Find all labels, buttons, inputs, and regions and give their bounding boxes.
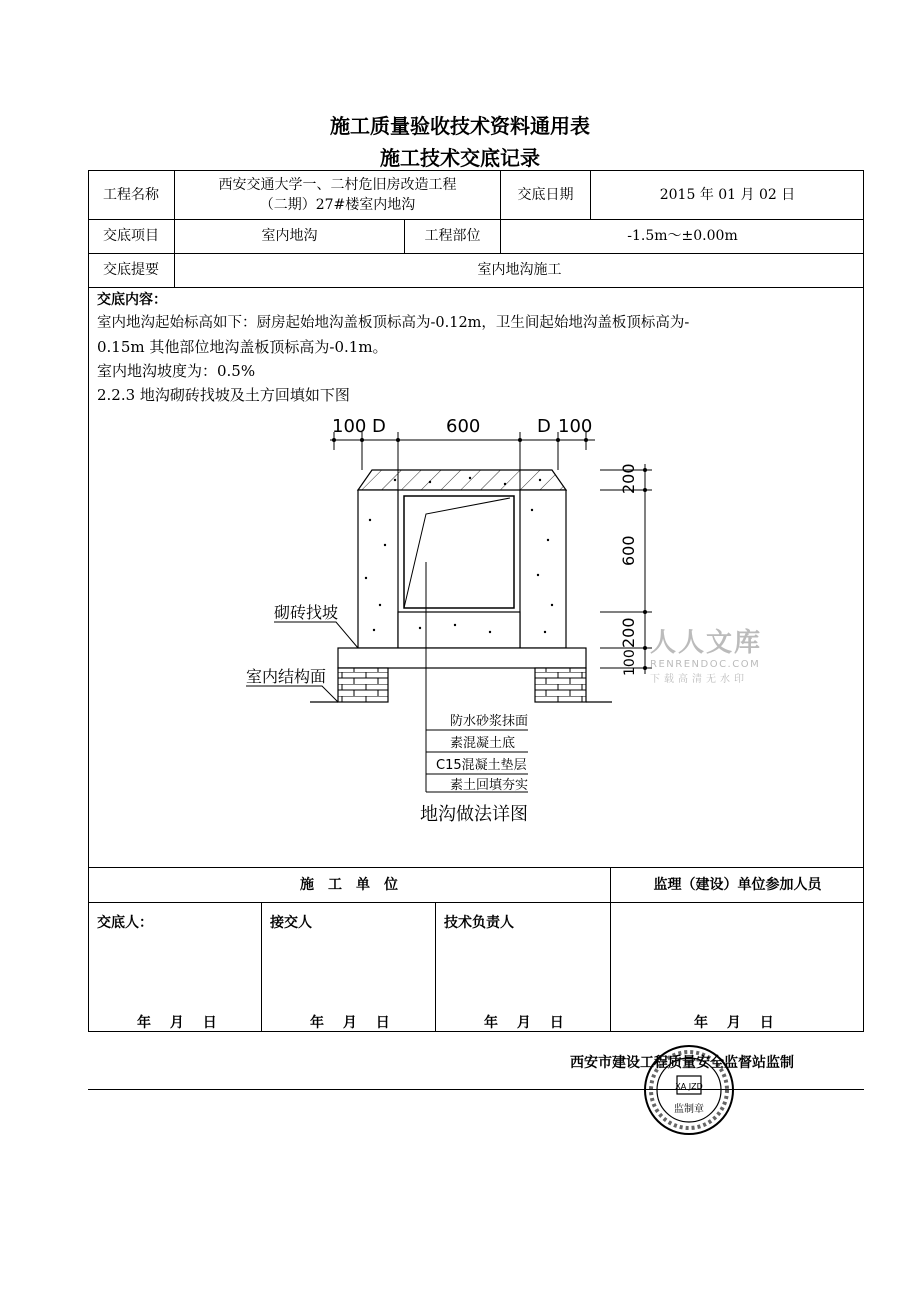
part-value: -1.5m～±0.00m (627, 228, 738, 244)
channel-opening (404, 496, 514, 608)
sign-date: 年 月 日 (484, 1015, 564, 1031)
channel-bottom (398, 612, 520, 648)
issuer-stamp (643, 1044, 735, 1136)
content-line: 室内地沟坡度为：0.5% (97, 362, 256, 380)
date-value: 2015 年 01 月 02 日 (659, 186, 796, 203)
dim-top-label: D (537, 416, 551, 437)
supervision-unit-header: 监理（建设）单位参加人员 (653, 876, 822, 893)
content-line: 2.2.3 地沟砌砖找坡及土方回填如下图 (97, 386, 350, 404)
right-wall (520, 490, 566, 648)
item-value: 室内地沟 (261, 228, 318, 244)
sign-date: 年 月 日 (310, 1015, 390, 1031)
watermark-slogan: 下载高清无水印 (650, 674, 748, 685)
summary-label: 交底提要 (103, 262, 159, 278)
dim-top-label: 100 (332, 416, 367, 437)
base-slab (338, 648, 586, 668)
stamp-mark: XA JZD (675, 1082, 703, 1091)
right-brick-footing (535, 668, 586, 702)
item-label: 交底项目 (103, 228, 159, 244)
dim-right-label: 600 (619, 535, 638, 566)
summary-value: 室内地沟施工 (477, 262, 562, 278)
dim-top-label: D (372, 416, 386, 437)
layer-label: C15混凝土垫层 (436, 758, 527, 773)
layer-label: 防水砂浆抹面 (450, 714, 529, 729)
sign-date: 年 月 日 (694, 1015, 774, 1031)
project-name-label: 工程名称 (103, 186, 159, 203)
watermark (650, 622, 762, 685)
construction-unit-header: 施 工 单 位 (300, 876, 398, 893)
left-brick-footing (338, 668, 388, 702)
footer-rule (88, 1089, 864, 1090)
page-subtitle: 施工技术交底记录 (380, 146, 540, 170)
discloser-label: 交底人： (97, 915, 153, 931)
project-name-line: （二期）27#楼室内地沟 (259, 196, 416, 213)
page-title: 施工质量验收技术资料通用表 (330, 114, 590, 138)
dim-top-label: 100 (558, 416, 593, 437)
part-label: 工程部位 (424, 228, 481, 244)
drawing-caption: 地沟做法详图 (420, 804, 528, 825)
label-brick-slope: 砌砖找坡 (274, 603, 339, 622)
label-floor-structure: 室内结构面 (246, 667, 327, 686)
tech-lead-label: 技术负责人 (444, 915, 514, 931)
content-line: 室内地沟起始标高如下：厨房起始地沟盖板顶标高为-0.12m，卫生间起始地沟盖板顶标高为- (97, 315, 690, 331)
dim-right-label: 100 (622, 649, 638, 676)
layer-label: 素土回填夯实 (450, 778, 529, 793)
sign-date: 年 月 日 (137, 1015, 217, 1031)
stamp-text: 监制章 (674, 1104, 704, 1115)
dim-right-label: 200 (619, 617, 638, 648)
project-name-line: 西安交通大学一、二村危旧房改造工程 (218, 176, 457, 193)
left-wall (358, 490, 398, 648)
layer-label: 素混凝土底 (450, 736, 516, 751)
watermark-title: 人人文库 (650, 628, 763, 658)
cover-slab (358, 470, 566, 490)
date-label: 交底日期 (517, 186, 574, 203)
receiver-label: 接交人 (270, 915, 312, 931)
dim-top-label: 600 (446, 416, 481, 437)
dim-right-label: 200 (619, 463, 638, 494)
content-heading: 交底内容： (97, 292, 167, 308)
content-line: 0.15m 其他部位地沟盖板顶标高为-0.1m。 (97, 338, 388, 356)
watermark-site: RENRENDOC.COM (650, 659, 761, 670)
issuer-text: 西安市建设工程质量安全监督站监制 (570, 1055, 794, 1071)
